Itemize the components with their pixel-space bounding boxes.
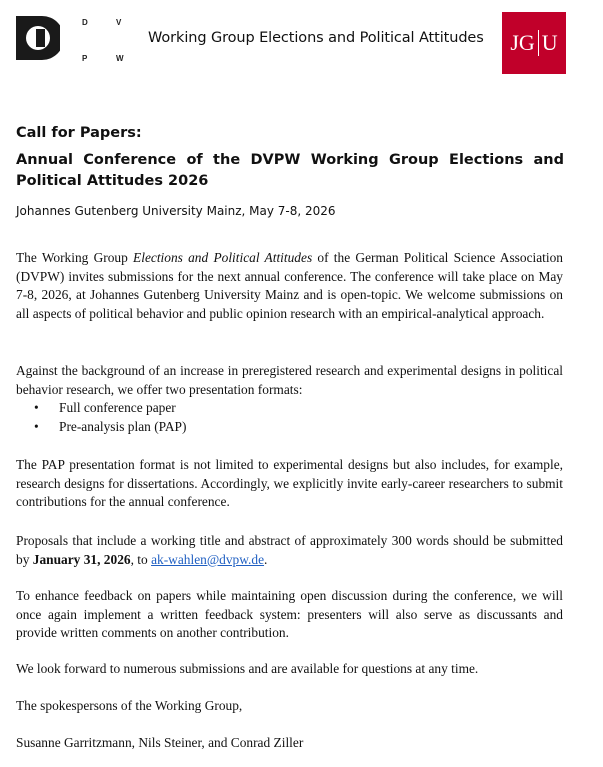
intro-text-start: The Working Group [16,250,134,265]
signatories: Susanne Garritzmann, Nils Steiner, and Conrad Ziller [16,735,304,750]
submission-text-middle: , to [130,551,152,567]
deadline: January 31, 2026 [32,551,131,567]
list-item-label: Full conference paper [59,400,176,415]
dvpw-letter-w: W [116,54,124,63]
conference-title: Annual Conference of the DVPW Working Group Elections and Political Attitudes 2026 [16,152,564,189]
paragraph-feedback: To enhance feedback on papers while maintaining open discussion during the conference, we will once again implement a written feedback system: presenters will also serve as discussants and provide written comments on another contribution. [16,588,563,640]
dvpw-logo [16,16,60,60]
paragraph-formats: Against the background of an increase in preregistered research and experimental designs in political behavior research, we offer two presentation formats: [16,363,563,397]
dvpw-letters [78,14,132,66]
signoff: The spokespersons of the Working Group, [16,698,243,713]
list-item [30,399,186,418]
venue-date: Johannes Gutenberg University Mainz, May 7-8, 2026 [16,204,336,218]
dvpw-letter-p: P [82,54,88,63]
jgu-logo-left: JG [510,30,535,55]
dvpw-letter-d: D [82,18,88,27]
paragraph-pap: The PAP presentation format is not limited to experimental designs but also includes, for example, research designs for dissertations. Accordingly, we explicitly invite early-career researchers to submit contributions for the annual conference. [16,457,563,509]
email-link[interactable]: ak-wahlen@dvpw.de [151,551,265,567]
jgu-logo-divider [538,30,539,56]
list-item [30,418,186,437]
working-group-name: Elections and Political Attitudes [133,250,313,265]
format-list [30,399,186,436]
paragraph-closing: We look forward to numerous submissions and are available for questions at any time. [16,661,479,676]
bullet-icon: • [34,400,39,415]
working-group-title: Working Group Elections and Political Attitudes [148,30,484,46]
call-for-papers-label: Call for Papers: [16,125,142,141]
paragraph-submission [16,532,563,569]
list-item-label: Pre-analysis plan (PAP) [59,418,187,434]
dvpw-letter-v: V [116,18,122,27]
jgu-logo [502,12,566,74]
submission-text-start: Proposals that include a working title and abstract of approximately 300 words should be submitted by [16,533,563,567]
bullet-icon: • [34,418,39,434]
paragraph-intro [16,249,563,323]
jgu-logo-right: U [541,30,558,55]
intro-text-end: of the German Political Science Association (DVPW) invites submissions for the next annual conference. The conference will take place on May 7-8, 2026, at Johannes Gutenberg University Mainz and is open-topic. We welcome submissions on all aspects of political behavior and public opinion research with an empirical-analytical approach. [16,250,564,321]
page-header [0,0,603,90]
submission-text-end: . [264,551,268,567]
